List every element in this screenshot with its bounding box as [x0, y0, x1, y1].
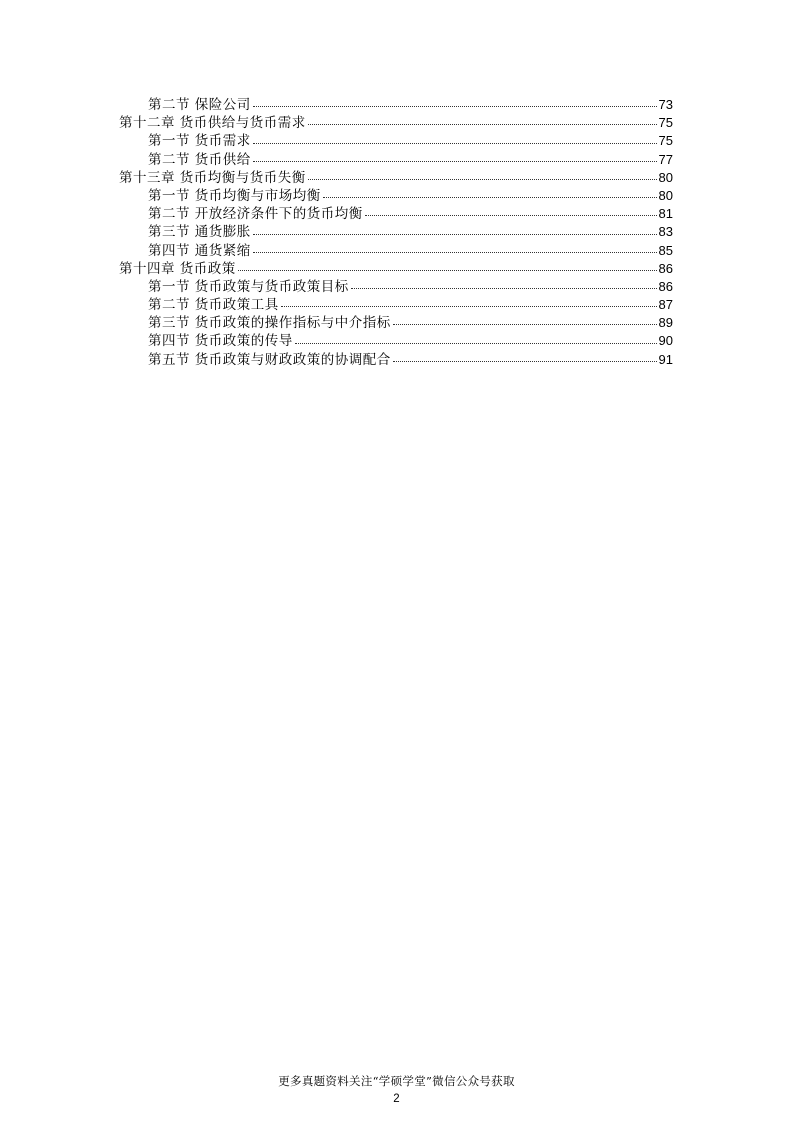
toc-entry-page: 89 [658, 315, 673, 331]
toc-entry-label: 第三节 通货膨胀 [148, 224, 251, 241]
toc-entry-page: 86 [658, 278, 673, 294]
toc-entry-page: 75 [658, 133, 673, 149]
dot-leader [393, 360, 657, 362]
dot-leader [253, 142, 657, 144]
toc-entry-label: 第五节 货币政策与财政政策的协调配合 [148, 351, 391, 368]
toc-entry-page: 83 [658, 224, 673, 240]
toc-entry-page: 75 [658, 115, 673, 131]
toc-entry[interactable] [119, 132, 673, 150]
toc-entry[interactable] [119, 260, 673, 278]
toc-entry-label: 第一节 货币均衡与市场均衡 [148, 187, 321, 204]
toc-entry[interactable] [119, 151, 673, 169]
toc-entry-page: 81 [658, 206, 673, 222]
toc-entry-page: 77 [658, 151, 673, 167]
toc-entry[interactable] [119, 169, 673, 187]
footer-note: 更多真题资料关注“学硕学堂”微信公众号获取 [278, 1074, 515, 1088]
toc-entry-page: 90 [658, 333, 673, 349]
toc-entry-label: 第一节 货币需求 [148, 133, 251, 150]
dot-leader [393, 323, 657, 325]
dot-leader [253, 160, 657, 162]
table-of-contents [119, 96, 673, 369]
dot-leader [281, 305, 657, 307]
toc-entry[interactable] [119, 351, 673, 369]
toc-entry-label: 第三节 货币政策的操作指标与中介指标 [148, 315, 391, 332]
toc-entry[interactable] [119, 332, 673, 350]
toc-entry[interactable] [119, 314, 673, 332]
toc-entry-page: 87 [658, 297, 673, 313]
toc-entry-label: 第二节 保险公司 [148, 97, 251, 113]
toc-entry-label: 第十二章 货币供给与货币需求 [119, 115, 306, 132]
toc-entry[interactable] [119, 114, 673, 132]
dot-leader [253, 105, 657, 107]
toc-entry-page: 86 [658, 260, 673, 276]
dot-leader [308, 123, 657, 125]
page-number: 2 [393, 1093, 400, 1105]
toc-entry-label: 第二节 开放经济条件下的货币均衡 [148, 206, 363, 223]
toc-entry-label: 第十四章 货币政策 [119, 260, 236, 277]
toc-entry-label: 第十三章 货币均衡与货币失衡 [119, 169, 306, 186]
toc-entry-page: 80 [658, 187, 673, 203]
dot-leader [238, 269, 657, 271]
toc-entry-label: 第一节 货币政策与货币政策目标 [148, 278, 349, 295]
toc-entry-label: 第二节 货币政策工具 [148, 297, 279, 314]
dot-leader [365, 214, 657, 216]
toc-entry-page: 85 [658, 242, 673, 258]
toc-entry-label: 第四节 货币政策的传导 [148, 333, 293, 350]
toc-entry-label: 第四节 通货紧缩 [148, 242, 251, 259]
dot-leader [351, 287, 657, 289]
dot-leader [295, 342, 657, 344]
toc-entry-page: 73 [658, 97, 673, 112]
dot-leader [308, 178, 657, 180]
toc-entry-page: 80 [658, 169, 673, 185]
toc-entry[interactable] [119, 96, 673, 114]
toc-entry[interactable] [119, 187, 673, 205]
toc-entry-label: 第二节 货币供给 [148, 151, 251, 168]
toc-entry[interactable] [119, 296, 673, 314]
toc-entry-page: 91 [658, 351, 673, 367]
toc-entry[interactable] [119, 278, 673, 296]
toc-entry[interactable] [119, 223, 673, 241]
toc-entry[interactable] [119, 205, 673, 223]
dot-leader [253, 251, 657, 253]
dot-leader [253, 233, 657, 235]
toc-entry[interactable] [119, 242, 673, 260]
dot-leader [323, 196, 657, 198]
